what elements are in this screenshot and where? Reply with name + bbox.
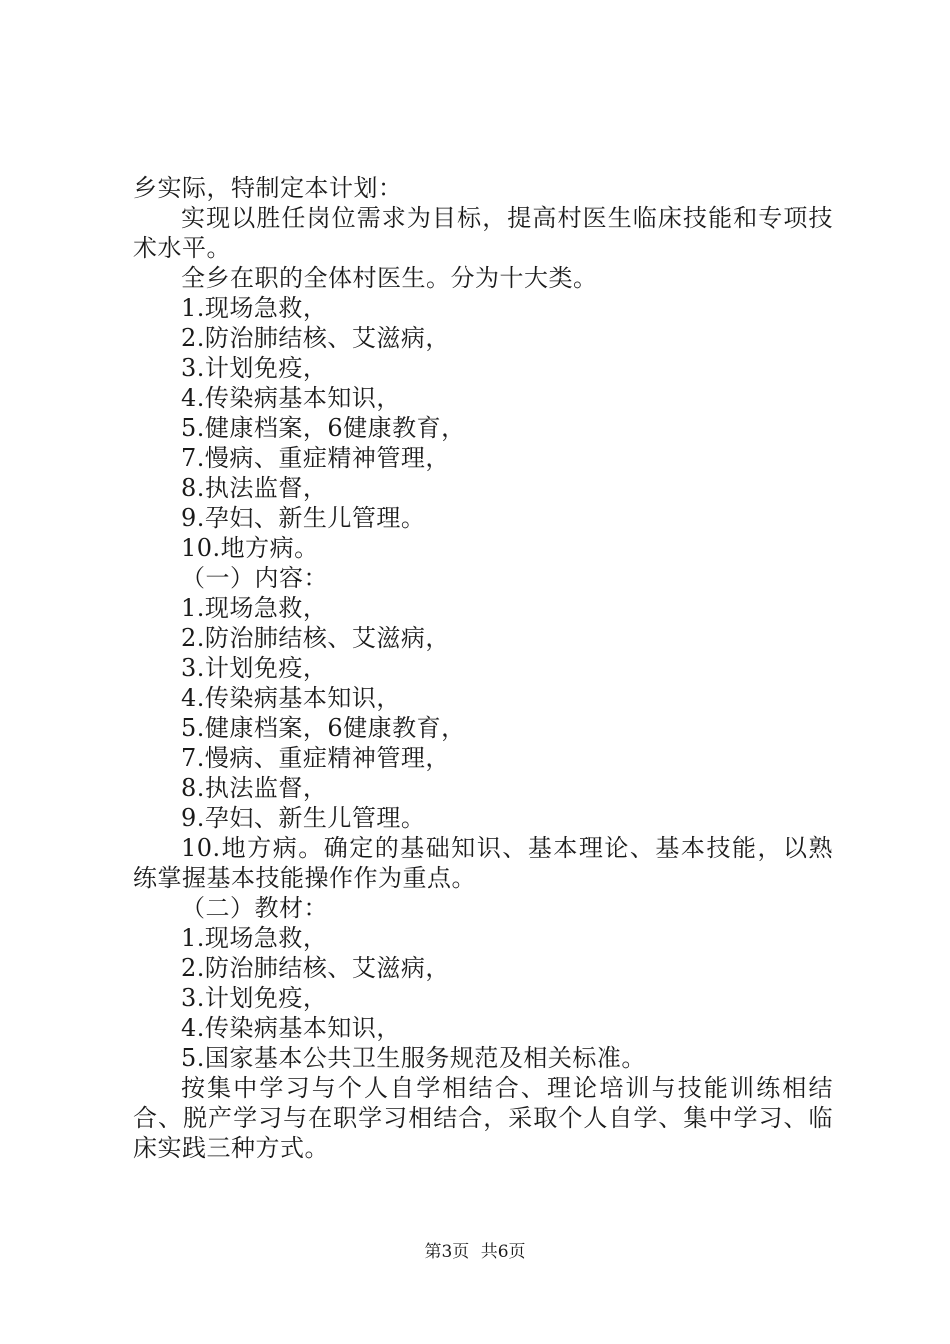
text-line: 7.慢病、重症精神管理， — [181, 444, 450, 472]
page-footer — [0, 1241, 950, 1263]
text-line: 7.慢病、重症精神管理， — [181, 744, 450, 772]
document-body — [133, 173, 833, 1163]
text-line: 2.防治肺结核、艾滋病， — [181, 954, 450, 982]
text-line: 全乡在职的全体村医生。分为十大类。 — [181, 264, 598, 292]
text-line: （二）教材： — [181, 894, 328, 922]
text-line: 5.健康档案，6健康教育， — [181, 414, 466, 442]
page-total: 共6页 — [480, 1242, 526, 1262]
text-line: 实现以胜任岗位需求为目标，提高村医生临床技能和专项技术水平。 — [133, 204, 833, 262]
text-line: 2.防治肺结核、艾滋病， — [181, 624, 450, 652]
text-line: 4.传染病基本知识， — [181, 384, 401, 412]
text-line: 9.孕妇、新生儿管理。 — [181, 504, 426, 532]
page-number: 第3页 — [424, 1242, 470, 1262]
text-line: 10.地方病。 — [181, 534, 319, 562]
text-line: 5.国家基本公共卫生服务规范及相关标准。 — [181, 1044, 646, 1072]
text-line: （一）内容： — [181, 564, 328, 592]
text-line: 8.执法监督， — [181, 474, 328, 502]
text-line: 乡实际，特制定本计划： — [133, 174, 403, 202]
text-line: 3.计划免疫， — [181, 354, 328, 382]
text-line: 4.传染病基本知识， — [181, 684, 401, 712]
text-line: 8.执法监督， — [181, 774, 328, 802]
text-line: 2.防治肺结核、艾滋病， — [181, 324, 450, 352]
text-line: 10.地方病。确定的基础知识、基本理论、基本技能，以熟练掌握基本技能操作作为重点。 — [133, 834, 833, 892]
text-line: 3.计划免疫， — [181, 984, 328, 1012]
text-line: 9.孕妇、新生儿管理。 — [181, 804, 426, 832]
text-line: 1.现场急救， — [181, 294, 328, 322]
text-line: 1.现场急救， — [181, 924, 328, 952]
text-line: 5.健康档案，6健康教育， — [181, 714, 466, 742]
text-line: 3.计划免疫， — [181, 654, 328, 682]
text-line: 1.现场急救， — [181, 594, 328, 622]
text-line: 按集中学习与个人自学相结合、理论培训与技能训练相结合、脱产学习与在职学习相结合，采取个人自学、集中学习、临床实践三种方式。 — [133, 1074, 833, 1162]
text-line: 4.传染病基本知识， — [181, 1014, 401, 1042]
